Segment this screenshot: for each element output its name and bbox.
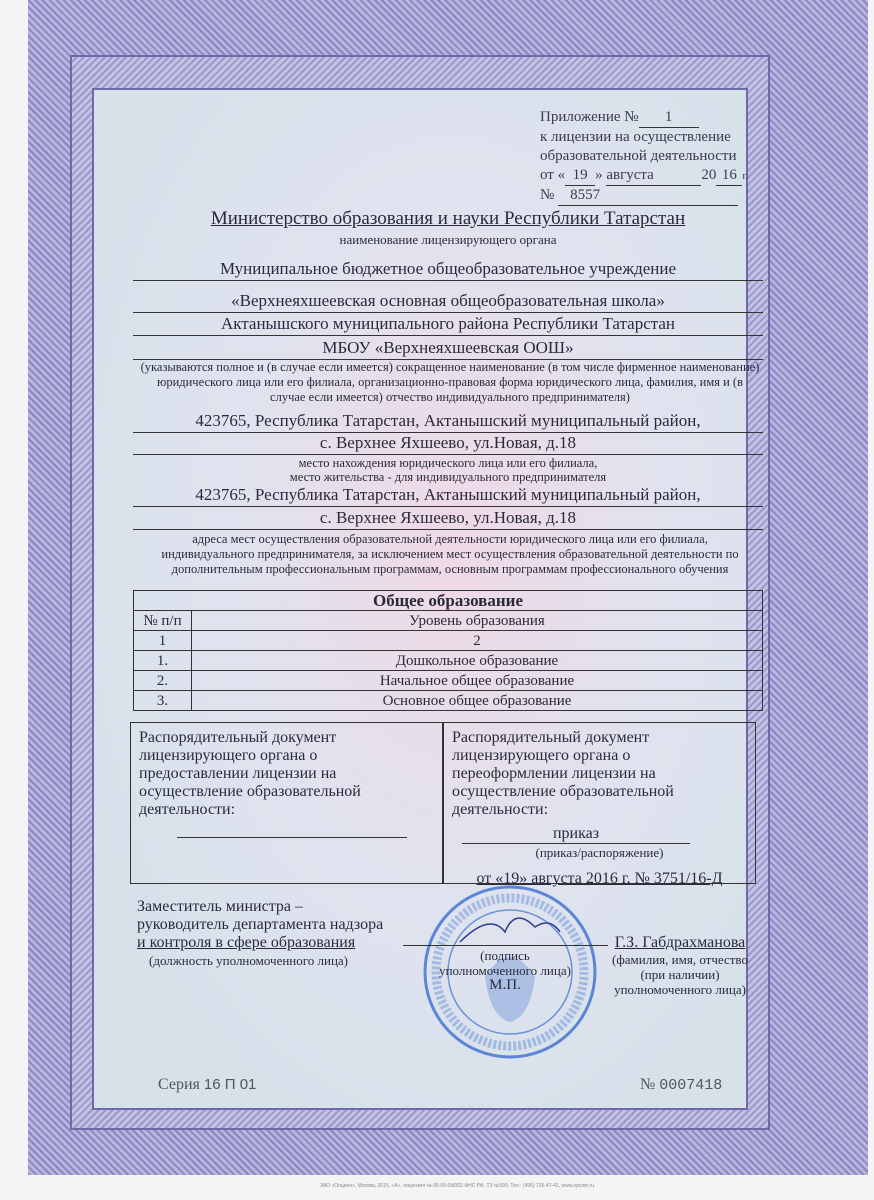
signer-name-block xyxy=(610,934,750,997)
signature-caption xyxy=(400,948,610,993)
document-date: от «19» августа 2016 г. № 3751/16-Д xyxy=(476,870,723,887)
activity-line: 423765, Республика Татарстан, Актанышский муниципальный район, xyxy=(133,484,763,507)
cell: 2. xyxy=(134,671,192,691)
reissue-document-text: Распорядительный документ лицензирующего органа о переоформлении лицензии на осуществление образовательной деятельности: xyxy=(452,729,674,818)
stamp-place: М.П. xyxy=(489,977,521,993)
org-caption: (указываются полное и (в случае если имеется) сокращенное наименование (в том числе фирменное наименование) юридического лица или его филиала, организационно-правовая форма юридического лица, фамилия, имя и (в случае если имеется) отчество индивидуального предпринимателя) xyxy=(140,360,760,404)
table-row xyxy=(134,651,763,671)
text: 20 xyxy=(701,167,717,183)
serial-number xyxy=(640,1076,722,1094)
table-row xyxy=(134,691,763,711)
series-value: 16 П 01 xyxy=(203,1076,257,1093)
serial-value: 0007418 xyxy=(659,1077,723,1094)
text: г. xyxy=(742,170,749,182)
org-short-name: МБОУ «Верхнеяхшеевская ООШ» xyxy=(133,337,763,360)
position-line: Заместитель министра – xyxy=(137,898,303,915)
table-row xyxy=(134,671,763,691)
cell: 1. xyxy=(134,651,192,671)
caption-line: уполномоченного лица) xyxy=(439,963,571,978)
reissue-document-box xyxy=(443,722,756,887)
cell: 3. xyxy=(134,691,192,711)
appendix-line: к лицензии на осуществление xyxy=(540,129,731,145)
table-title: Общее образование xyxy=(134,591,763,611)
appendix-label: Приложение № xyxy=(540,109,639,125)
month: августа xyxy=(606,166,701,186)
header-cell: № п/п xyxy=(134,611,192,631)
printer-footer: ЗАО «Опцион», Москва, 2015, «А», лицензия № 05-05-09/003 ФНС РФ, ТЗ №599. Тел.: (495) 726-47-42, www.opcion.ru xyxy=(320,1183,594,1189)
series-label: Серия xyxy=(158,1076,200,1093)
appendix-header xyxy=(540,108,748,206)
caption-line: (подпись xyxy=(480,948,530,963)
cell: 2 xyxy=(192,631,763,651)
location-line: с. Верхнее Яхшеево, ул.Новая, д.18 xyxy=(133,432,763,455)
document-type: приказ xyxy=(462,825,690,844)
text: от « xyxy=(540,167,566,183)
appendix-line: образовательной деятельности xyxy=(540,148,737,164)
license-number: 8557 xyxy=(558,186,738,206)
appendix-number: 1 xyxy=(639,108,699,128)
cell: Начальное общее образование xyxy=(192,671,763,691)
org-line: Актанышского муниципального района Республики Татарстан xyxy=(133,313,763,336)
year: 16 xyxy=(716,166,742,186)
signature-line xyxy=(403,945,608,946)
text: » xyxy=(595,167,603,183)
position-caption: (должность уполномоченного лица) xyxy=(149,953,349,968)
caption-line: (фамилия, имя, отчество xyxy=(612,952,748,967)
document-type-caption: (приказ/распоряжение) xyxy=(535,845,664,860)
day: 19 xyxy=(565,166,595,186)
caption-line: уполномоченного лица) xyxy=(614,982,746,997)
series xyxy=(158,1076,256,1094)
location-line: 423765, Республика Татарстан, Актанышский муниципальный район, xyxy=(133,410,763,433)
signer-position xyxy=(137,898,383,970)
location-caption: место нахождения юридического лица или его филиала, xyxy=(298,456,598,470)
table-header xyxy=(134,611,763,631)
cell: Дошкольное образование xyxy=(192,651,763,671)
blank-line xyxy=(177,837,407,838)
signer-name: Г.З. Габдрахманова xyxy=(614,934,746,951)
caption-line: (при наличии) xyxy=(640,967,720,982)
cell: Основное общее образование xyxy=(192,691,763,711)
serial-label: № xyxy=(640,1076,656,1093)
activity-line: с. Верхнее Яхшеево, ул.Новая, д.18 xyxy=(133,507,763,530)
grant-document-box xyxy=(130,722,443,884)
table-row xyxy=(134,631,763,651)
org-line: «Верхнеяхшеевская основная общеобразовательная школа» xyxy=(133,290,763,313)
education-table xyxy=(133,590,763,711)
position-line: руководитель департамента надзора xyxy=(137,916,384,933)
header-cell: Уровень образования xyxy=(192,611,763,631)
location-caption: место жительства - для индивидуального предпринимателя xyxy=(289,470,607,484)
grant-document-text: Распорядительный документ лицензирующего органа о предоставлении лицензии на осуществление образовательной деятельности: xyxy=(139,729,361,818)
authority-caption: наименование лицензирующего органа xyxy=(339,232,557,247)
authority-name: Министерство образования и науки Республики Татарстан xyxy=(210,208,686,229)
text: № xyxy=(540,187,555,203)
org-line: Муниципальное бюджетное общеобразовательное учреждение xyxy=(133,258,763,281)
position-line: и контроля в сфере образования xyxy=(137,934,356,951)
activity-caption: адреса мест осуществления образовательной деятельности юридического лица или его филиала, индивидуального предпринимателя, за исключением мест осуществления образовательной деятельности по дополнительным профессиональным программам, основным программам профессионального обучения xyxy=(161,532,739,576)
cell: 1 xyxy=(134,631,192,651)
